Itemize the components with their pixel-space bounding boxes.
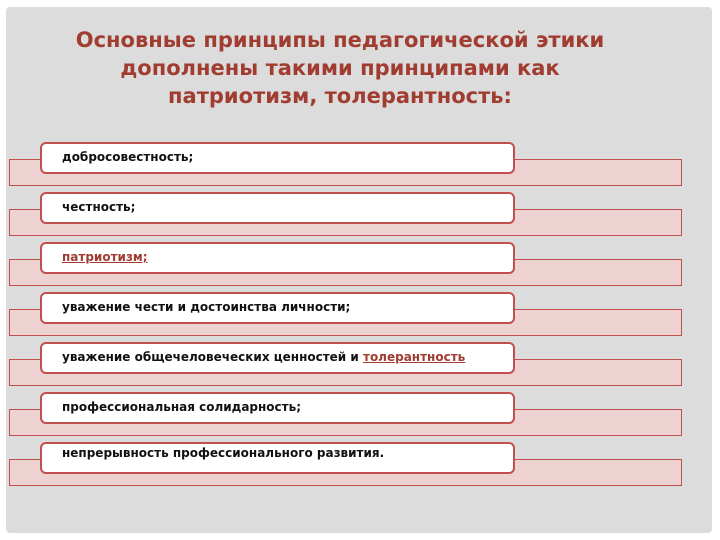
item-card bbox=[40, 392, 515, 424]
item-text: уважение общечеловеческих ценностей и bbox=[62, 350, 363, 364]
title-line-1: Основные принципы педагогической этики bbox=[75, 28, 605, 52]
item-text: непрерывность профессионального развития. bbox=[62, 446, 385, 460]
list-item bbox=[0, 142, 720, 192]
item-card bbox=[40, 292, 515, 324]
item-card bbox=[40, 442, 515, 474]
item-text: уважение чести и достоинства личности; bbox=[62, 300, 351, 314]
list-item bbox=[0, 392, 720, 442]
list-item bbox=[0, 292, 720, 342]
list-item bbox=[0, 342, 720, 392]
item-text: профессиональная солидарность; bbox=[62, 400, 302, 414]
tolerance-link[interactable]: толерантность bbox=[362, 350, 466, 364]
item-card bbox=[40, 242, 515, 274]
item-card bbox=[40, 342, 515, 374]
title-line-2: дополнены такими принципами как bbox=[120, 56, 560, 80]
item-card bbox=[40, 142, 515, 174]
list-item bbox=[0, 242, 720, 292]
patriotism-link[interactable]: патриотизм; bbox=[62, 250, 148, 264]
item-text: добросовестность; bbox=[62, 150, 194, 164]
item-card bbox=[40, 192, 515, 224]
slide-title bbox=[40, 26, 640, 110]
item-text: честность; bbox=[62, 200, 136, 214]
list-item bbox=[0, 442, 720, 492]
title-line-3: патриотизм, толерантность: bbox=[168, 84, 512, 108]
list-item bbox=[0, 192, 720, 242]
